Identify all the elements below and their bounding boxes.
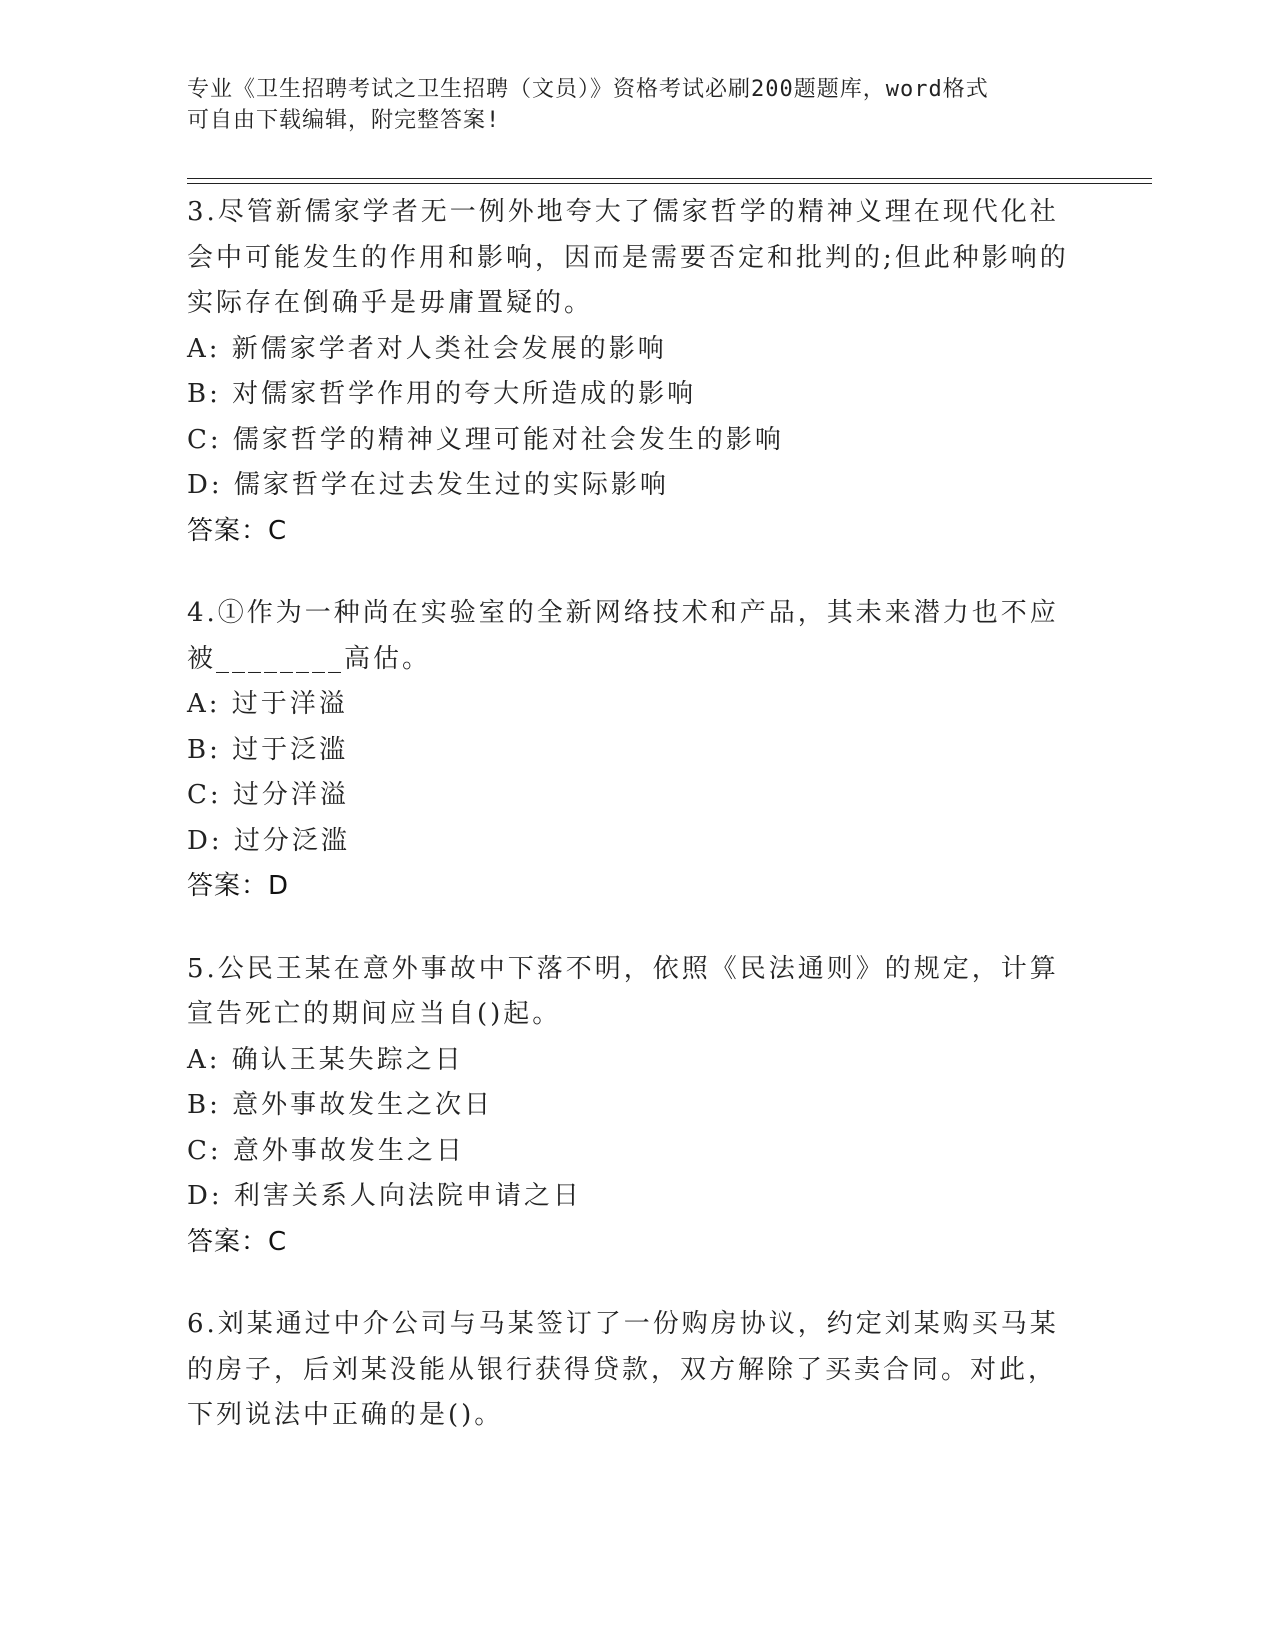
option-b: B: 对儒家哲学作用的夸大所造成的影响 xyxy=(187,379,697,409)
question-text-line: 5.公民王某在意外事故中下落不明，依照《民法通则》的规定，计算 xyxy=(187,953,1059,984)
option-d: D: 儒家哲学在过去发生过的实际影响 xyxy=(187,470,669,500)
question-text-line: 宣告死亡的期间应当自()起。 xyxy=(187,999,562,1029)
option-a: A: 新儒家学者对人类社会发展的影响 xyxy=(187,333,667,364)
option-d: D: 过分泛滥 xyxy=(187,825,350,856)
option-a: A: 确认王某失踪之日 xyxy=(187,1044,464,1075)
question-text-line: 的房子，后刘某没能从银行获得贷款，双方解除了买卖合同。对此， xyxy=(187,1354,1058,1385)
answer-line: 答案：C xyxy=(187,515,288,546)
option-c: C: 过分洋溢 xyxy=(187,780,349,810)
header-line-1: 专业《卫生招聘考试之卫生招聘（文员）》资格考试必刷200题题库，word格式 xyxy=(187,77,989,102)
question-item xyxy=(187,591,1087,910)
question-text-line: 6.刘某通过中介公司与马某签订了一份购房协议，约定刘某购买马某 xyxy=(187,1309,1059,1339)
option-c: C: 意外事故发生之日 xyxy=(187,1135,465,1166)
option-a: A: 过于洋溢 xyxy=(187,689,348,719)
option-c: C: 儒家哲学的精神义理可能对社会发生的影响 xyxy=(187,424,784,455)
header-line-2: 可自由下载编辑，附完整答案! xyxy=(187,108,501,133)
option-b: B: 意外事故发生之次日 xyxy=(187,1090,494,1120)
answer-line: 答案：D xyxy=(187,871,290,901)
question-text-line: 实际存在倒确乎是毋庸置疑的。 xyxy=(187,288,594,318)
document-header xyxy=(187,74,1087,136)
header-divider-top xyxy=(187,178,1152,179)
question-text-line: 会中可能发生的作用和影响，因而是需要否定和批判的;但此种影响的 xyxy=(187,242,1069,273)
question-list xyxy=(187,190,1087,1476)
question-item xyxy=(187,190,1087,554)
option-b: B: 过于泛滥 xyxy=(187,734,349,765)
question-text-line: 被________高估。 xyxy=(187,643,432,674)
question-text-line: 下列说法中正确的是()。 xyxy=(187,1400,504,1430)
question-text-line: 4.①作为一种尚在实验室的全新网络技术和产品，其未来潜力也不应 xyxy=(187,598,1059,628)
question-item xyxy=(187,947,1087,1266)
question-item xyxy=(187,1302,1087,1439)
question-text-line: 3.尽管新儒家学者无一例外地夸大了儒家哲学的精神义理在现代化社 xyxy=(187,197,1059,227)
answer-line: 答案：C xyxy=(187,1226,288,1257)
option-d: D: 利害关系人向法院申请之日 xyxy=(187,1181,582,1211)
header-divider-bottom xyxy=(187,183,1152,184)
